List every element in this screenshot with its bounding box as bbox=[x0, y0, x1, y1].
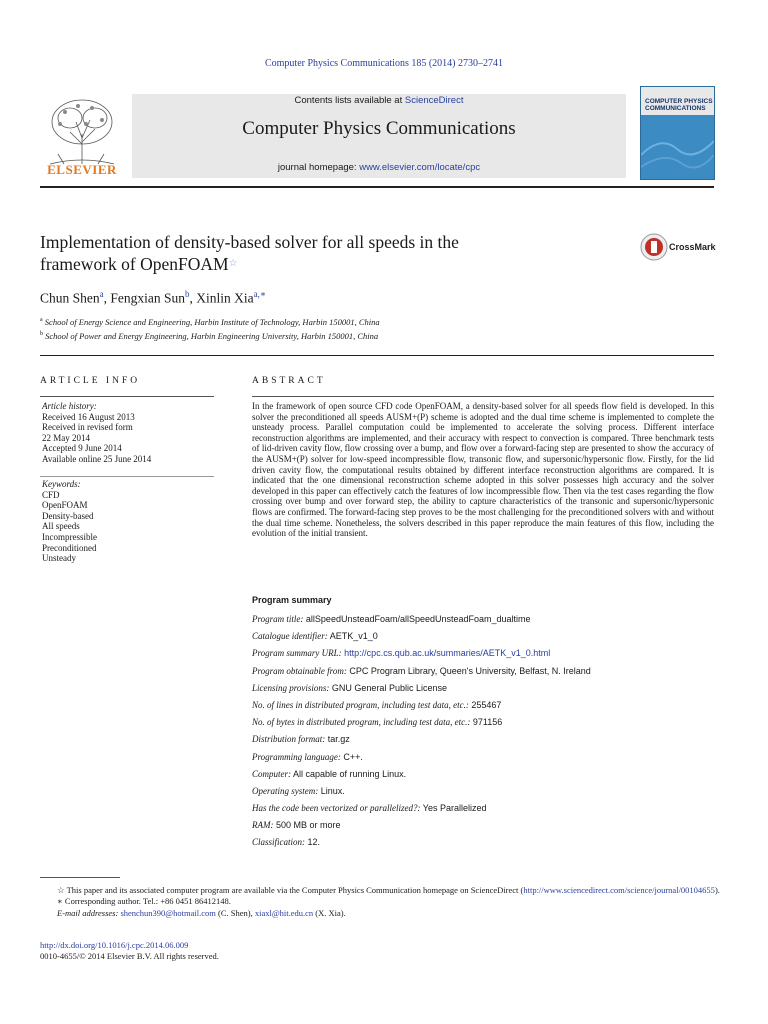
journal-cover-thumbnail[interactable] bbox=[640, 86, 715, 180]
doi-block bbox=[40, 940, 219, 963]
author-name: Chun Shen bbox=[40, 290, 100, 306]
footnote-emails: E-mail addresses: shenchun390@hotmail.com (C. Shen), xiaxl@hit.edu.cn (X. Xia). bbox=[57, 907, 346, 918]
program-summary-row: Classification: 12. bbox=[252, 837, 321, 848]
program-summary-url-link[interactable]: http://cpc.cs.qub.ac.uk/summaries/AETK_v1_0.html bbox=[341, 648, 551, 659]
keyword: Density-based bbox=[42, 510, 94, 521]
keyword: CFD bbox=[42, 489, 60, 500]
footnote-star: ☆ This paper and its associated computer program are available via the Computer Physics Communication homepage on ScienceDirect (http://www.sciencedirect.com/science/journal/00104655). bbox=[57, 885, 720, 895]
program-summary-row: Computer: All capable of running Linux. bbox=[252, 768, 407, 779]
program-summary-row: Distribution format: tar.gz bbox=[252, 734, 350, 745]
footnote-rule bbox=[40, 877, 120, 878]
journal-banner bbox=[132, 94, 626, 178]
sciencedirect-journal-link[interactable]: http://www.sciencedirect.com/science/journal/00104655 bbox=[523, 885, 715, 895]
keyword: Incompressible bbox=[42, 531, 97, 542]
author-name: Xinlin Xia bbox=[196, 290, 254, 306]
footnote-corresponding: ∗ Corresponding author. Tel.: +86 0451 86412148. bbox=[57, 896, 231, 907]
author-name: Fengxian Sun bbox=[110, 290, 186, 306]
keywords-label: Keywords: bbox=[42, 479, 81, 489]
author-affiliation-mark[interactable]: b bbox=[185, 289, 190, 299]
history-label: Article history: bbox=[42, 401, 97, 411]
author-affiliation-mark[interactable]: a bbox=[99, 289, 104, 299]
email-link[interactable]: xiaxl@hit.edu.cn bbox=[254, 907, 314, 918]
program-summary-row: No. of bytes in distributed program, including test data, etc.: 971156 bbox=[252, 717, 503, 728]
affiliation-b: $^b$ School of Power and Energy Engineering, Harbin Engineering University, Harbin 150001, China bbox=[40, 331, 379, 341]
program-summary-row: Licensing provisions: GNU General Public License bbox=[252, 682, 447, 693]
crossmark-button[interactable] bbox=[640, 233, 720, 261]
program-summary-row: Programming language: C++. bbox=[252, 751, 363, 762]
keyword: Preconditioned bbox=[42, 542, 97, 553]
article-title: Implementation of density-based solver for all speeds in the framework of OpenFOAM☆ bbox=[40, 232, 459, 274]
title-footnote-mark[interactable]: ☆ bbox=[228, 258, 238, 269]
footnotes bbox=[40, 885, 720, 919]
cover-pattern bbox=[641, 115, 714, 179]
cover-title: COMPUTER PHYSICS COMMUNICATIONS bbox=[645, 98, 713, 112]
keyword: Unsteady bbox=[42, 553, 76, 564]
article-info-heading: ARTICLE INFO bbox=[40, 376, 141, 386]
author-list: Chun Shen$^a$, Fengxian Sun$^b$, Xinlin Xia$^{a,∗}$ bbox=[40, 289, 267, 306]
history-line: Received in revised form bbox=[42, 422, 133, 433]
sciencedirect-link[interactable]: ScienceDirect bbox=[404, 95, 464, 106]
crossmark-label: CrossMark bbox=[669, 242, 716, 252]
program-summary-row: Catalogue identifier: AETK_v1_0 bbox=[252, 631, 378, 642]
doi-link[interactable]: http://dx.doi.org/10.1016/j.cpc.2014.06.009 bbox=[40, 940, 189, 950]
article-info-rule bbox=[40, 396, 214, 397]
keyword: OpenFOAM bbox=[42, 500, 88, 511]
program-summary-heading: Program summary bbox=[252, 595, 332, 605]
author-affiliation-mark[interactable]: a,∗ bbox=[253, 289, 267, 299]
crossmark-icon bbox=[640, 233, 668, 261]
journal-title: Computer Physics Communications bbox=[242, 118, 516, 139]
copyright-line: 0010-4655/© 2014 Elsevier B.V. All rights reserved. bbox=[40, 951, 219, 962]
keywords-rule bbox=[40, 476, 214, 477]
homepage-line: journal homepage: www.elsevier.com/locate/cpc bbox=[277, 162, 481, 173]
journal-header bbox=[40, 86, 714, 178]
abstract-rule bbox=[252, 396, 714, 397]
publisher-wordmark: ELSEVIER bbox=[47, 162, 117, 177]
journal-homepage-link[interactable]: www.elsevier.com/locate/cpc bbox=[359, 162, 481, 173]
program-summary-row: Program obtainable from: CPC Program Library, Queen's University, Belfast, N. Ireland bbox=[252, 665, 591, 676]
header-rule bbox=[40, 186, 714, 188]
abstract-heading: ABSTRACT bbox=[252, 376, 326, 386]
history-line: Available online 25 June 2014 bbox=[42, 453, 152, 464]
program-summary-list bbox=[252, 614, 722, 855]
program-summary-row: Program title: allSpeedUnsteadFoam/allSpeedUnsteadFoam_dualtime bbox=[252, 614, 531, 624]
program-summary-row: Has the code been vectorized or parallelized?: Yes Parallelized bbox=[252, 803, 487, 814]
contents-line: Contents lists available at ScienceDirect bbox=[294, 95, 464, 106]
keyword: All speeds bbox=[42, 521, 80, 532]
program-summary-row: Program summary URL: http://cpc.cs.qub.ac.uk/summaries/AETK_v1_0.html bbox=[252, 648, 551, 659]
email-link[interactable]: shenchun390@hotmail.com bbox=[120, 907, 216, 918]
journal-reference[interactable]: Computer Physics Communications 185 (2014) 2730–2741 bbox=[264, 58, 504, 69]
affiliation-a: $^a$ School of Energy Science and Engineering, Harbin Institute of Technology, Harbin 150001, China bbox=[40, 317, 380, 327]
history-line: Received 16 August 2013 bbox=[42, 411, 135, 422]
program-summary-row: No. of lines in distributed program, including test data, etc.: 255467 bbox=[252, 699, 502, 710]
history-line: 22 May 2014 bbox=[42, 432, 90, 443]
article-history bbox=[42, 401, 151, 465]
history-line: Accepted 9 June 2014 bbox=[42, 443, 122, 454]
section-rule bbox=[40, 355, 714, 356]
program-summary-row: Operating system: Linux. bbox=[252, 785, 345, 796]
abstract-text: In the framework of open source CFD code OpenFOAM, a density-based solver for all speeds flow field is developed. In this solver the preconditioned all speeds AUSM+(P) scheme is adopted and the dual time scheme is implemented to complete the unsteady process. Parallel computation could be implemented to accelerate the solving process. Different interface reconstruction algorithms are implemented, and their accuracy with respect to convection is compared. Three benchmark tests of lid-driven cavity flow, flow crossing over a bump, and flow over a forward-facing step are presented to show the accuracy of the AUSM+(P) solver for low-speed incompressible flow, transonic flow, and supersonic/hypersonic flow. Firstly, for the lid driven cavity flow, the computational results obtained by different interface reconstruction algorithms are compared. It is indicated that the one dimensional reconstruction scheme adopted in this solver possesses high accuracy and the solver developed in this paper can effectively catch the features of low incompressible flow. Then via the test cases regarding the flow crossing over bump and over forward step, the ability to capture characteristics of the transonic and supersonic/hypersonic flows are confirmed. The forward-facing step proves to be the most challenging for the preconditioned solvers with and without the dual time scheme. Nonetheless, the solvers described in this paper reproduce the main features of this flow, including the evolution of the initial transient. bbox=[252, 401, 714, 539]
keywords bbox=[42, 479, 97, 564]
program-summary-row: RAM: 500 MB or more bbox=[252, 820, 341, 831]
